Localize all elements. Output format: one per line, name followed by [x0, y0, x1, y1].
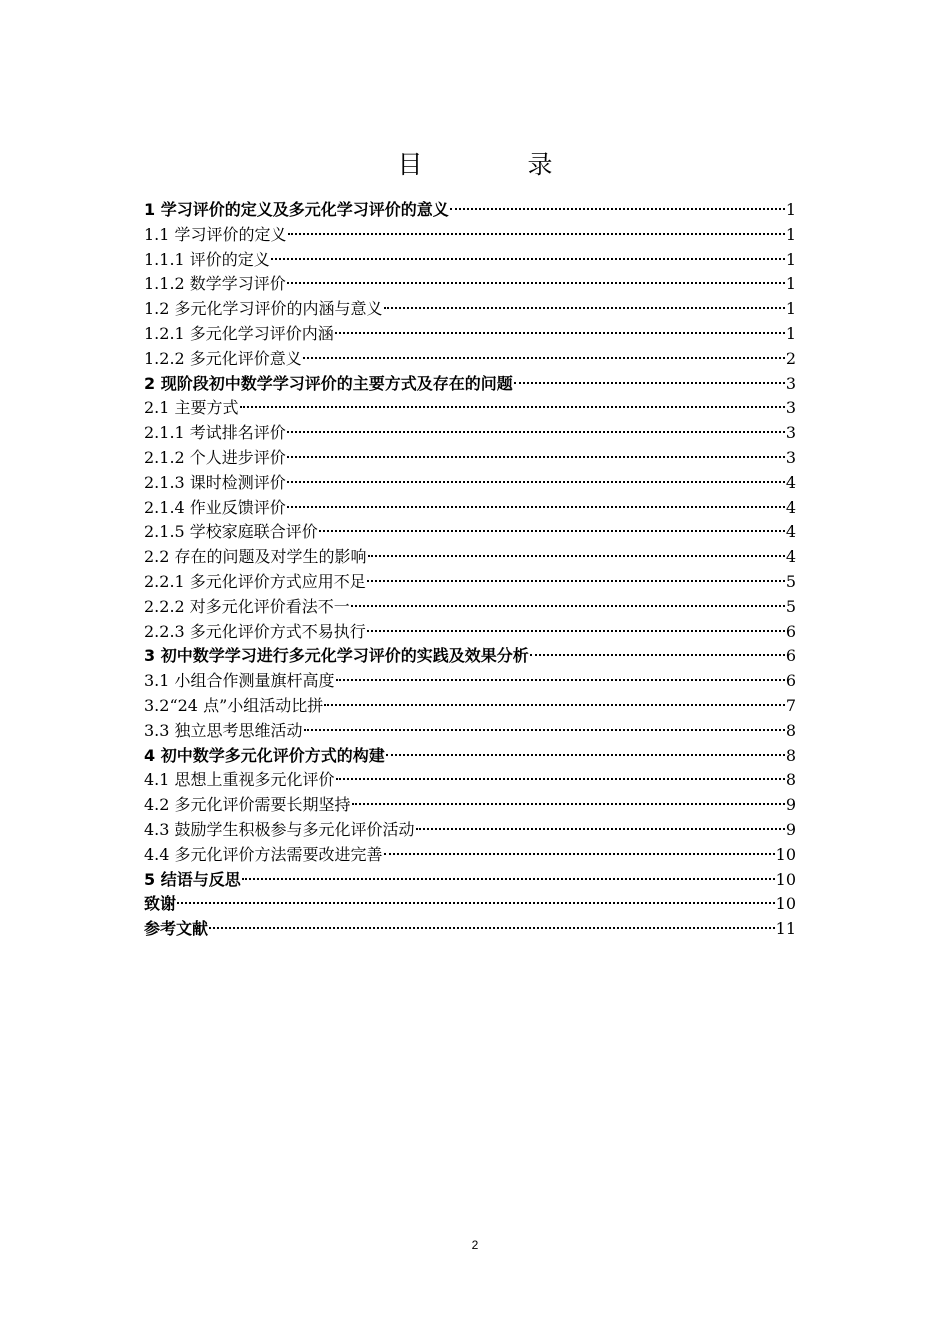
toc-entry-title: 2.2.2 对多元化评价看法不一 [144, 596, 350, 616]
toc-entry-title: 1.1.1 评价的定义 [144, 249, 270, 269]
toc-entry[interactable] [144, 669, 796, 694]
toc-entry-title: 2 现阶段初中数学学习评价的主要方式及存在的问题 [144, 373, 513, 393]
toc-entry-title: 3.3 独立思考思维活动 [144, 720, 303, 740]
toc-entry[interactable] [144, 868, 796, 893]
toc-entry-page: 6 [785, 646, 796, 666]
toc-leader-dots [368, 555, 785, 557]
toc-leader-dots [319, 530, 785, 532]
toc-leader-dots [177, 902, 775, 904]
toc-entry-page: 1 [785, 249, 796, 269]
toc-entry-title: 3 初中数学学习进行多元化学习评价的实践及效果分析 [144, 646, 529, 666]
toc-entry[interactable] [144, 198, 796, 223]
toc-entry[interactable] [144, 223, 796, 248]
toc-entry-page: 11 [775, 919, 796, 939]
toc-entry[interactable] [144, 793, 796, 818]
toc-entry-page: 1 [785, 224, 796, 244]
toc-entry[interactable] [144, 545, 796, 570]
toc-entry[interactable] [144, 719, 796, 744]
toc-entry[interactable] [144, 644, 796, 669]
toc-leader-dots [324, 704, 785, 706]
toc-entry[interactable] [144, 818, 796, 843]
toc-entry-page: 8 [785, 770, 796, 790]
toc-leader-dots [514, 382, 785, 384]
toc-entry-title: 2.1.4 作业反馈评价 [144, 497, 286, 517]
toc-entry[interactable] [144, 595, 796, 620]
toc-entry[interactable] [144, 892, 796, 917]
toc-leader-dots [287, 456, 785, 458]
toc-entry[interactable] [144, 694, 796, 719]
toc-entry[interactable] [144, 471, 796, 496]
toc-entry-title: 2.1.3 课时检测评价 [144, 472, 286, 492]
toc-entry-title: 1.1 学习评价的定义 [144, 224, 287, 244]
toc-leader-dots [288, 233, 785, 235]
toc-entry[interactable] [144, 768, 796, 793]
toc-entry-title: 3.1 小组合作测量旗杆高度 [144, 671, 335, 691]
toc-entry-page: 1 [785, 323, 796, 343]
toc-entry[interactable] [144, 620, 796, 645]
toc-entry-page: 1 [785, 200, 796, 219]
toc-leader-dots [242, 878, 775, 880]
toc-entry-title: 致谢 [144, 894, 177, 914]
toc-entry-title: 参考文献 [144, 919, 209, 939]
toc-leader-dots [287, 481, 785, 483]
toc-entry[interactable] [144, 421, 796, 446]
toc-leader-dots [240, 406, 785, 408]
toc-leader-dots [367, 580, 785, 582]
page-number: 2 [471, 1238, 479, 1252]
toc-entry-title: 4.3 鼓励学生积极参与多元化评价活动 [144, 819, 415, 839]
toc-entry-page: 3 [785, 398, 796, 418]
toc-leader-dots [450, 208, 785, 210]
toc-entry-title: 2.1.2 个人进步评价 [144, 447, 286, 467]
toc-leader-dots [530, 654, 785, 656]
toc-entry-page: 1 [785, 299, 796, 319]
toc-leader-dots [303, 357, 785, 359]
toc-leader-dots [287, 431, 785, 433]
toc-leader-dots [336, 679, 785, 681]
toc-entry-page: 6 [785, 621, 796, 641]
toc-entry-page: 5 [785, 571, 796, 591]
toc-entry-page: 3 [785, 423, 796, 443]
toc-leader-dots [287, 506, 785, 508]
toc-leader-dots [336, 778, 785, 780]
toc-entry-page: 4 [785, 522, 796, 542]
toc-entry-page: 9 [785, 795, 796, 815]
toc-entry-title: 5 结语与反思 [144, 869, 241, 889]
toc-entry[interactable] [144, 322, 796, 347]
toc-entry-page: 6 [785, 671, 796, 691]
toc-entry[interactable] [144, 520, 796, 545]
toc-entry-page: 10 [775, 869, 796, 889]
toc-entry-page: 2 [785, 348, 796, 368]
toc-entry-page: 7 [785, 695, 796, 715]
toc-entry-title: 1.1.2 数学学习评价 [144, 274, 286, 294]
toc-entry-title: 2.2 存在的问题及对学生的影响 [144, 547, 367, 567]
toc-entry[interactable] [144, 347, 796, 372]
toc-leader-dots [352, 803, 785, 805]
table-of-contents [144, 198, 796, 942]
toc-entry[interactable] [144, 843, 796, 868]
toc-leader-dots [384, 307, 785, 309]
toc-entry[interactable] [144, 372, 796, 397]
toc-leader-dots [416, 828, 785, 830]
toc-leader-dots [386, 754, 785, 756]
toc-entry-page: 5 [785, 596, 796, 616]
toc-entry-title: 1 学习评价的定义及多元化学习评价的意义 [144, 200, 449, 219]
toc-entry-title: 1.2 多元化学习评价的内涵与意义 [144, 299, 383, 319]
toc-entry-page: 8 [785, 720, 796, 740]
toc-leader-dots [209, 927, 775, 929]
toc-entry-title: 3.2“24 点”小组活动比拼 [144, 695, 324, 715]
toc-entry-title: 1.2.2 多元化评价意义 [144, 348, 302, 368]
toc-leader-dots [367, 630, 785, 632]
toc-entry-page: 4 [785, 547, 796, 567]
toc-entry[interactable] [144, 248, 796, 273]
toc-entry-page: 3 [785, 447, 796, 467]
toc-entry-title: 2.2.3 多元化评价方式不易执行 [144, 621, 366, 641]
toc-entry-title: 4.1 思想上重视多元化评价 [144, 770, 335, 790]
toc-entry-title: 4.4 多元化评价方法需要改进完善 [144, 844, 383, 864]
toc-entry-title: 4 初中数学多元化评价方式的构建 [144, 745, 385, 765]
toc-title: 目 录 [397, 150, 593, 179]
toc-entry-page: 8 [785, 745, 796, 765]
toc-entry-title: 2.1.5 学校家庭联合评价 [144, 522, 318, 542]
toc-entry[interactable] [144, 496, 796, 521]
toc-leader-dots [384, 853, 775, 855]
toc-entry[interactable] [144, 917, 796, 942]
toc-entry-page: 4 [785, 497, 796, 517]
toc-entry-title: 1.2.1 多元化学习评价内涵 [144, 323, 334, 343]
toc-leader-dots [351, 605, 785, 607]
toc-leader-dots [304, 729, 785, 731]
toc-entry-title: 4.2 多元化评价需要长期坚持 [144, 795, 351, 815]
toc-entry[interactable] [144, 297, 796, 322]
toc-entry-page: 4 [785, 472, 796, 492]
toc-entry[interactable] [144, 446, 796, 471]
toc-entry-title: 2.2.1 多元化评价方式应用不足 [144, 571, 366, 591]
toc-entry[interactable] [144, 272, 796, 297]
toc-leader-dots [287, 282, 785, 284]
toc-entry[interactable] [144, 570, 796, 595]
toc-entry-page: 10 [775, 894, 796, 914]
toc-entry[interactable] [144, 396, 796, 421]
toc-entry-title: 2.1.1 考试排名评价 [144, 423, 286, 443]
toc-entry-page: 9 [785, 819, 796, 839]
toc-entry-title: 2.1 主要方式 [144, 398, 239, 418]
toc-leader-dots [271, 258, 785, 260]
toc-entry-page: 1 [785, 274, 796, 294]
toc-entry-page: 3 [785, 373, 796, 393]
toc-leader-dots [335, 332, 785, 334]
toc-entry[interactable] [144, 744, 796, 769]
toc-entry-page: 10 [775, 844, 796, 864]
